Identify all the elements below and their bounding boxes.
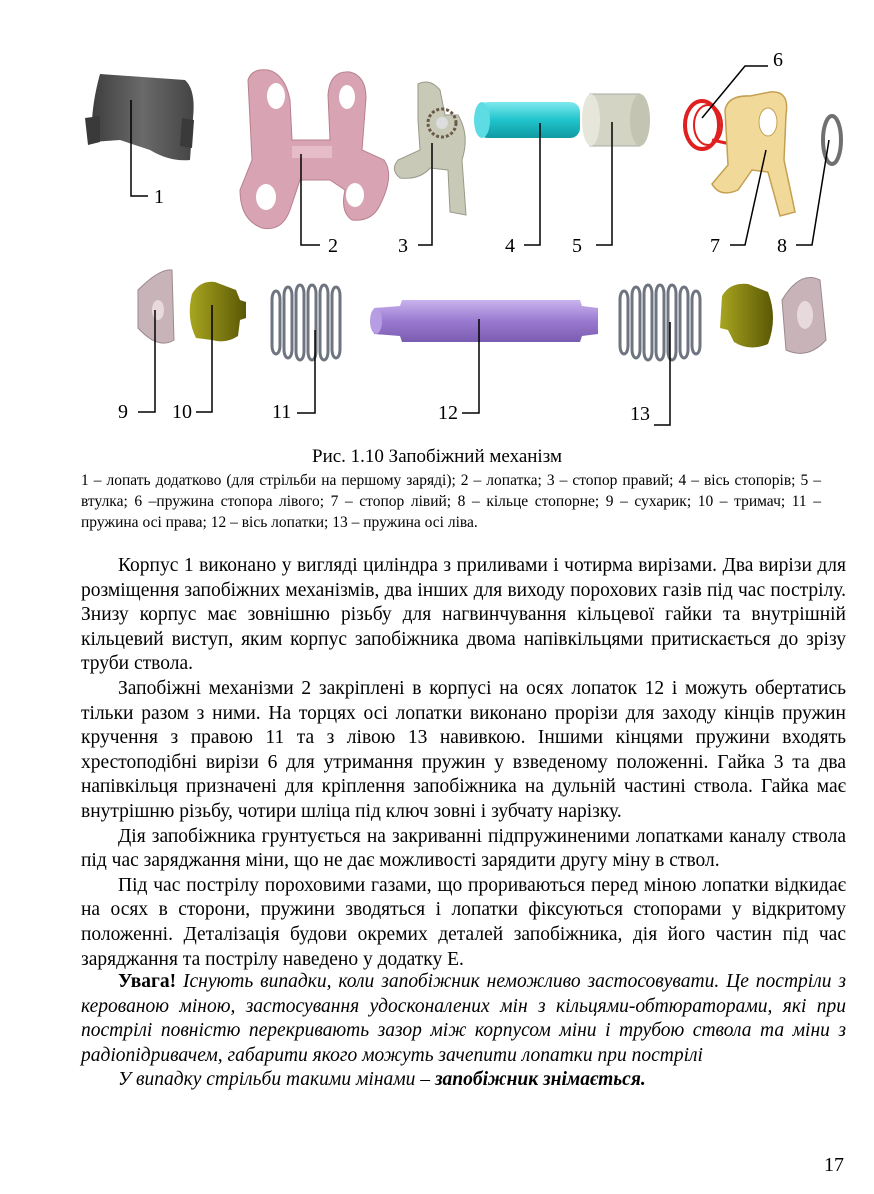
callout-7: 7 [710,235,720,257]
callout-6: 6 [773,49,783,71]
page-number: 17 [824,1154,844,1176]
callout-12: 12 [438,402,458,424]
part-4-axle [474,102,580,138]
paragraph-3: Дія запобіжника грунтується на закриванні підпружиненими лопатками каналу ствола під час заряджання міни, що не дає можливості зарядити другу міну в ствол. [81,825,846,872]
right-holder [720,284,773,348]
part-3-right-stop [394,82,466,215]
part-10-holder [190,282,246,342]
part-5-bushing [582,94,650,146]
warning-label: Увага! [118,971,177,992]
part-12-blade-axle [370,300,598,342]
warning-text: Існують випадки, коли запобіжник неможливо застосовувати. Це постріли з керованою міною, застосування удосконалених мін з кільцями-обтюраторами, які при пострілі повністю перекривають зазор між корпусом міни і трубою ствола та міни з радіопідривачем, габарити якого можуть зачепити лопатки при пострілі [81,971,846,1066]
part-7-left-stop [712,92,795,216]
body-text [81,554,846,972]
part-13-left-spring [620,285,700,360]
callout-9: 9 [118,401,128,423]
callout-5: 5 [572,235,582,257]
callout-1: 1 [154,186,164,208]
callout-2: 2 [328,235,338,257]
figure-caption: Рис. 1.10 Запобіжний механізм [312,446,562,467]
part-2-lever [240,70,389,229]
warning-conclusion-bold: запобіжник знімається. [434,1069,646,1091]
callout-3: 3 [398,235,408,257]
exploded-view-figure [0,0,874,440]
paragraph-1: Корпус 1 виконано у вигляді циліндра з приливами і чотирма вирізами. Два вирізи для розміщення запобіжних механізмів, два інших для виходу порохових газів під час пострілу. Знизу корпус має зовнішню різьбу для нагвинчування кільцевої гайки та внутрішній кільцевий виступ, яким корпус запобіжника двома напівкільцями притискається до зрізу труби ствола. [81,555,846,675]
parts-illustration [0,0,874,440]
warning-paragraph [81,970,846,1068]
figure-legend: 1 – лопать додатково (для стрільби на першому заряді); 2 – лопатка; 3 – стопор правий; 4 – вісь стопорів; 5 – втулка; 6 –пружина стопора лівого; 7 – стопор лівий; 8 – кільце стопорне; 9 – сухарик; 10 – тримач; 11 – пружина осі права; 12 – вісь лопатки; 13 – пружина осі ліва. [81,472,821,531]
warning-block [81,970,846,1093]
callout-8: 8 [777,235,787,257]
callout-10: 10 [172,401,192,423]
paragraph-2: Запобіжні механізми 2 закріплені в корпусі на осях лопаток 12 і можуть обертатись тільки разом з ними. На торцях осі лопатки виконано прорізи для заходу кінців пружин кручення з правою 11 та з лівою 13 навивкою. Іншими кінцями пружини входять хрестоподібні вирізи 6 для утримання пружин у взведеному положенні. Гайка 3 та два напівкільця призначені для кріплення запобіжника на дульній частині ствола. Гайка має внутрішню різьбу, чотири шліца під ключ зовні і зубчату нарізку. [81,677,846,822]
callout-11: 11 [272,401,292,423]
callout-4: 4 [505,235,515,257]
warning-conclusion [81,1068,846,1093]
part-1-blade [85,74,194,160]
part-11-right-spring [272,285,340,360]
paragraph-4: Під час пострілу пороховими газами, що прориваються перед міною лопатки відкидає на осях в сторони, пружини зводяться і лопатки фіксуються стопорами у відкритому положенні. Деталізація будови окремих деталей запобіжника, дія його частин під час заряджання та пострілу наведено у додатку Е. [81,874,846,970]
warning-conclusion-text: У випадку стрільби такими мінами – [118,1069,435,1091]
part-9-cracker [138,270,174,343]
right-cracker [782,278,826,354]
callout-13: 13 [630,403,650,425]
